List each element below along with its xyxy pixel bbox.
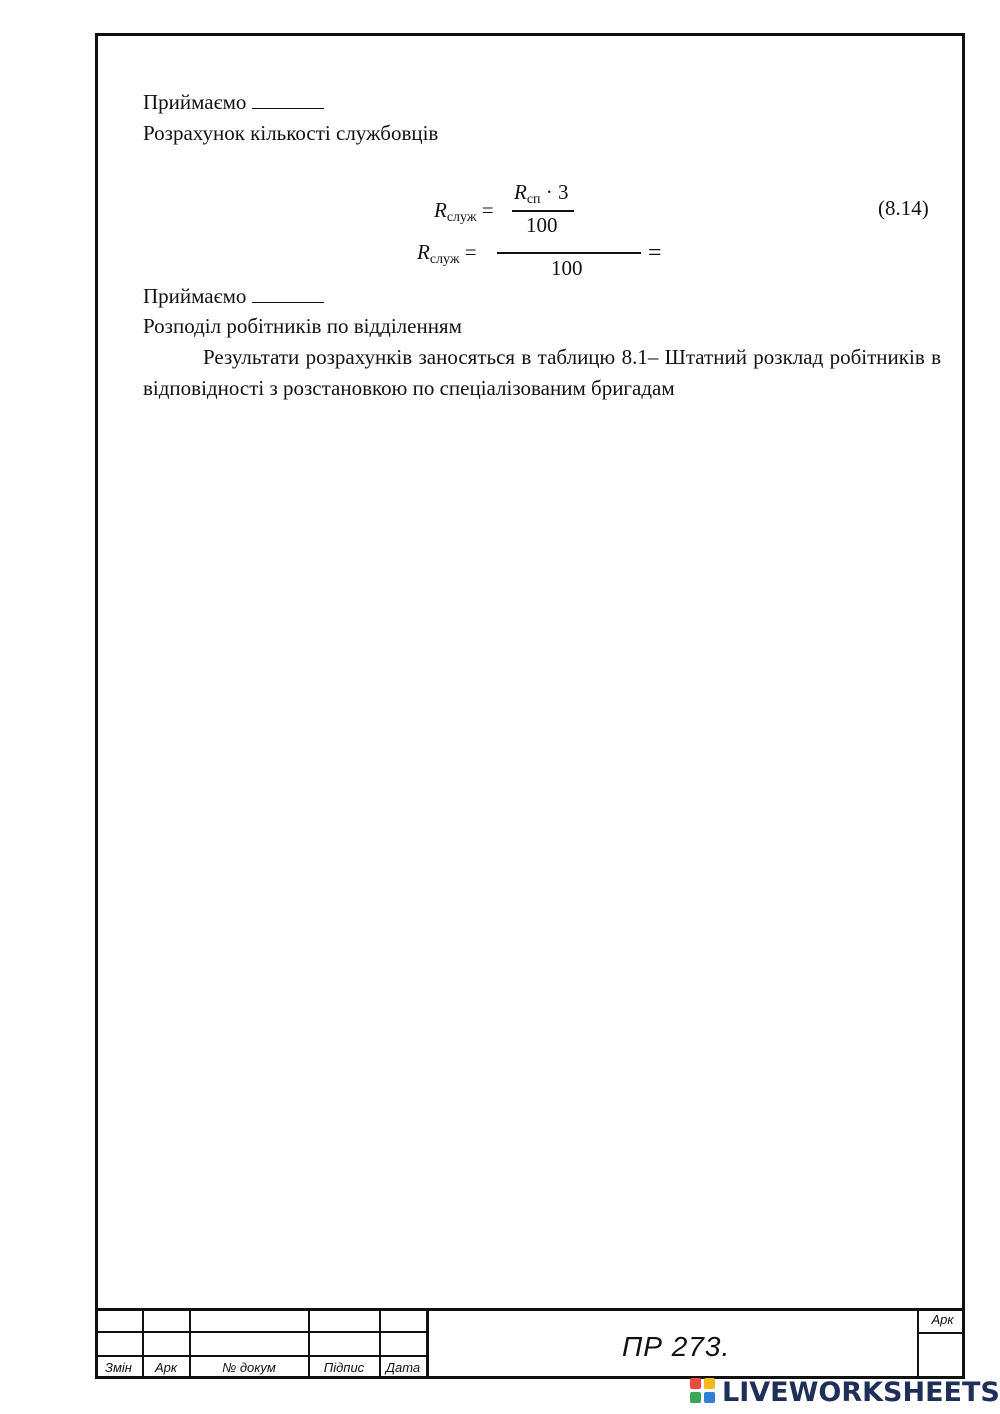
formula2-equals: = [648, 240, 662, 266]
accepted-line-1 [143, 88, 324, 116]
label-doc-number: № докум [222, 1360, 276, 1375]
formula-lhs: $R_{служ}$ = [434, 198, 494, 225]
watermark-text: LIVEWORKSHEETS [722, 1376, 1000, 1408]
distribution-heading: Розподіл робітників по відділенням [143, 314, 462, 338]
accepted-label: Приймаємо [143, 90, 247, 114]
label-signature: Підпис [323, 1360, 365, 1375]
formula-numerator: $R_{сп} \cdot 3$ [514, 180, 569, 207]
liveworksheets-watermark [690, 1377, 1000, 1407]
sheet-label: Арк [931, 1312, 954, 1327]
answer-blank-1[interactable] [252, 90, 324, 109]
formula2-lhs: $R_{служ}$ = [417, 240, 477, 267]
label-date: Дата [385, 1360, 421, 1375]
fraction-bar-2[interactable] [497, 252, 641, 254]
title-block [95, 1308, 965, 1379]
document-code: ПР 273. [622, 1331, 731, 1362]
answer-blank-2[interactable] [252, 284, 324, 303]
accepted-line-2 [143, 282, 324, 310]
results-paragraph: Результати розрахунків заносяться в таблицю 8.1– Штатний розклад робітників в відповідності з розстановкою по спеціалізованим бригадам [143, 345, 941, 400]
formula-denominator: 100 [526, 213, 558, 237]
section-heading: Розрахунок кількості службовців [143, 121, 439, 145]
equation-number: (8.14) [878, 196, 929, 220]
fraction-bar-1 [512, 210, 574, 212]
accepted-label-2: Приймаємо [143, 284, 247, 308]
liveworksheets-logo-icon [690, 1378, 718, 1406]
label-zmin: Змін [105, 1360, 132, 1375]
label-ark: Арк [154, 1360, 178, 1375]
formula2-denominator: 100 [551, 256, 583, 280]
